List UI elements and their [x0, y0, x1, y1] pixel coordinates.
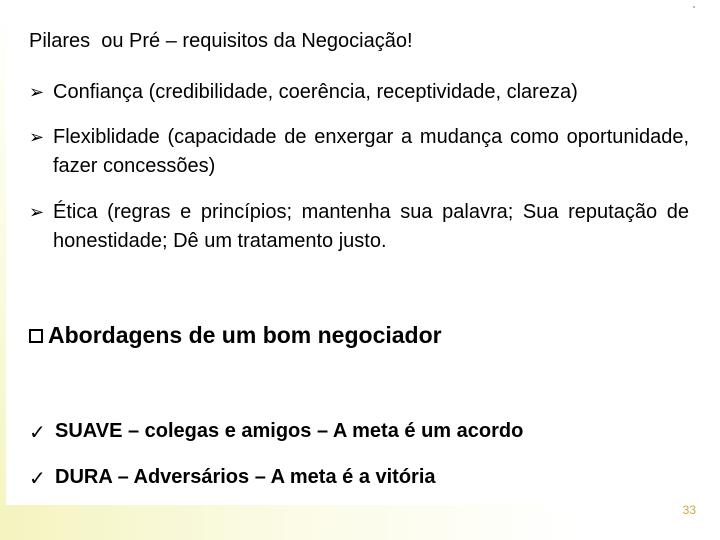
arrow-bullet-icon: ➢ [29, 82, 45, 102]
pillar-item-flexibilidade [29, 123, 689, 181]
pillar-text: Ética (regras e princípios; mantenha sua palavra; Sua reputação de honestidade; Dê um tratamento justo. [53, 201, 689, 252]
arrow-bullet-icon: ➢ [29, 127, 45, 147]
approach-item-suave [29, 420, 523, 445]
checkmark-icon: ✓ [29, 468, 46, 490]
page-number: 33 [682, 503, 696, 517]
pillar-text: Flexiblidade (capacidade de enxergar a mudança como oportunidade, fazer concessões) [53, 126, 689, 177]
square-outline-icon [29, 329, 43, 343]
checkmark-icon: ✓ [29, 422, 46, 444]
section-heading [29, 322, 442, 349]
arrow-bullet-icon: ➢ [29, 202, 45, 222]
left-decorative-band [0, 0, 6, 540]
corner-dot [693, 6, 695, 8]
pillar-item-etica [29, 198, 689, 256]
pillar-item-confianca [29, 78, 689, 107]
slide-title: Pilares ou Pré – requisitos da Negociação! [29, 30, 413, 52]
bottom-decorative-band [0, 505, 720, 540]
approach-text: DURA – Adversários – A meta é a vitória [55, 466, 436, 488]
approach-text: SUAVE – colegas e amigos – A meta é um acordo [55, 420, 524, 442]
section-heading-text: Abordagens de um bom negociador [48, 322, 442, 348]
pillar-text: Confiança (credibilidade, coerência, receptividade, clareza) [53, 81, 578, 103]
approach-item-dura [29, 466, 436, 491]
